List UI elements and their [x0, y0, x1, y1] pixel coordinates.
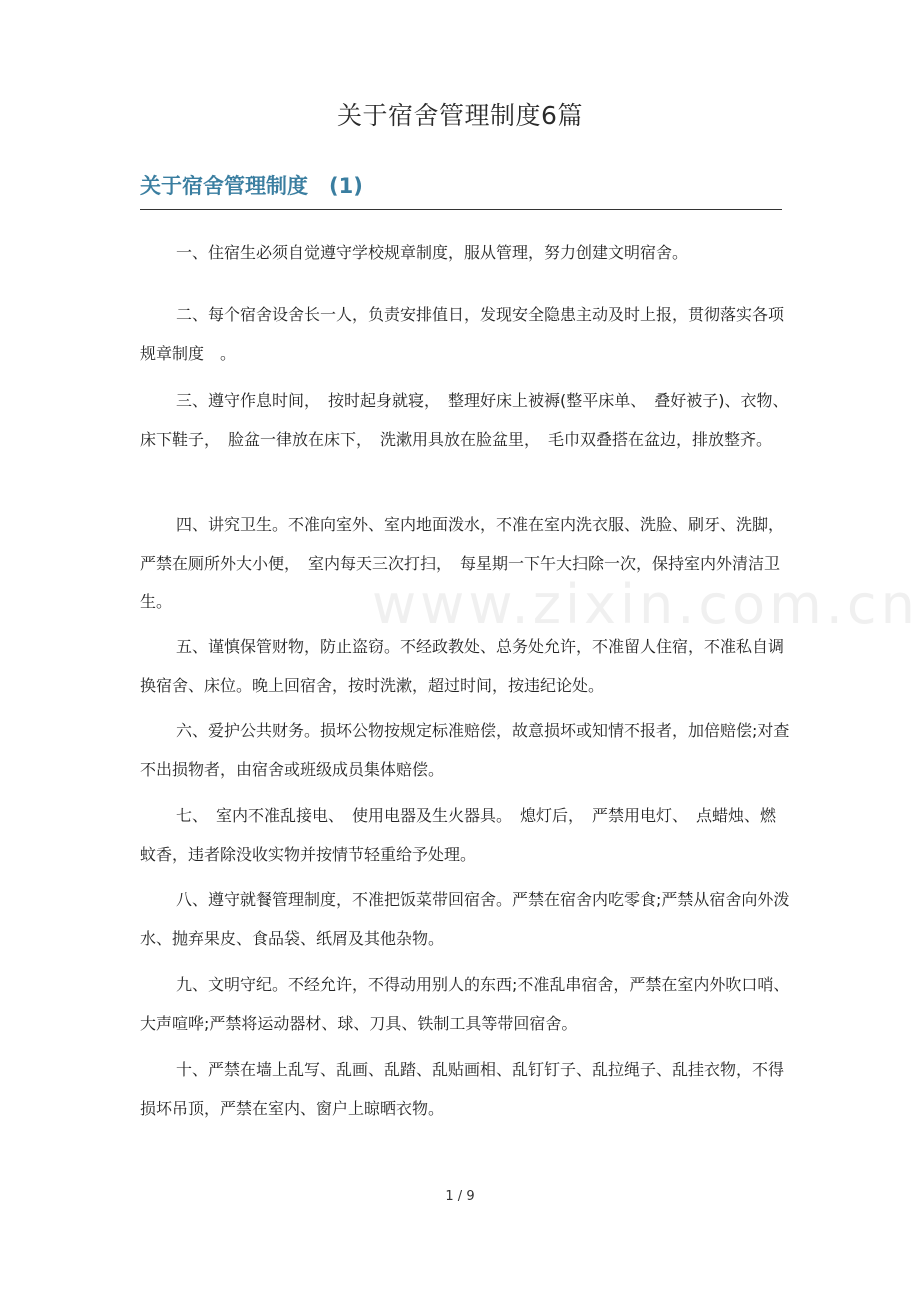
paragraph-8: 八、遵守就餐管理制度，不准把饭菜带回宿舍。严禁在宿舍内吃零食;严禁从宿舍向外泼水、抛弃果皮、食品袋、纸屑及其他杂物。	[140, 890, 790, 948]
paragraph-1: 一、住宿生必须自觉遵守学校规章制度，服从管理，努力创建文明宿舍。	[176, 243, 689, 262]
paragraph-4: 四、讲究卫生。不准向室外、室内地面泼水，不准在室内洗衣服、洗脸、刷牙、洗脚， 严禁在厕所外大小便， 室内每天三次打扫， 每星期一下午大扫除一次，保持室内外清洁卫生。	[140, 515, 793, 611]
paragraph-5: 五、谨慎保管财物，防止盗窃。不经政教处、总务处允许，不准留人住宿，不准私自调换宿舍、床位。晚上回宿舍，按时洗漱，超过时间，按违纪论处。	[140, 637, 785, 695]
watermark: www.zixin.com.cn	[372, 573, 919, 636]
paragraph-3: 三、遵守作息时间， 按时起身就寝， 整理好床上被褥(整平床单、 叠好被子)、衣物、 床下鞋子， 脸盆一律放在床下， 洗漱用具放在脸盆里， 毛巾双叠搭在盆边，排放整齐。	[140, 391, 797, 449]
paragraph-2: 二、每个宿舍设舍长一人，负责安排值日，发现安全隐患主动及时上报，贯彻落实各项规章制度 。	[140, 305, 785, 363]
paragraph-6: 六、爱护公共财务。损坏公物按规定标准赔偿，故意损坏或知情不报者，加倍赔偿;对查不出损物者，由宿舍或班级成员集体赔偿。	[140, 721, 790, 779]
document-title: 关于宿舍管理制度6篇	[337, 101, 583, 130]
paragraph-7: 七、 室内不准乱接电、 使用电器及生火器具。 熄灯后， 严禁用电灯、 点蜡烛、燃蚊香，违者除没收实物并按情节轻重给予处理。	[140, 806, 777, 864]
page-indicator: 1 / 9	[445, 1189, 475, 1204]
paragraph-9: 九、文明守纪。不经允许，不得动用别人的东西;不准乱串宿舍，严禁在室内外吹口哨、大声喧哗;严禁将运动器材、球、刀具、铁制工具等带回宿舍。	[140, 975, 790, 1033]
section-divider	[140, 209, 782, 210]
paragraph-10: 十、严禁在墙上乱写、乱画、乱踏、乱贴画相、乱钉钉子、乱拉绳子、乱挂衣物，不得损坏吊顶，严禁在室内、窗户上晾晒衣物。	[140, 1060, 785, 1118]
section-heading: 关于宿舍管理制度 (1)	[140, 174, 363, 198]
